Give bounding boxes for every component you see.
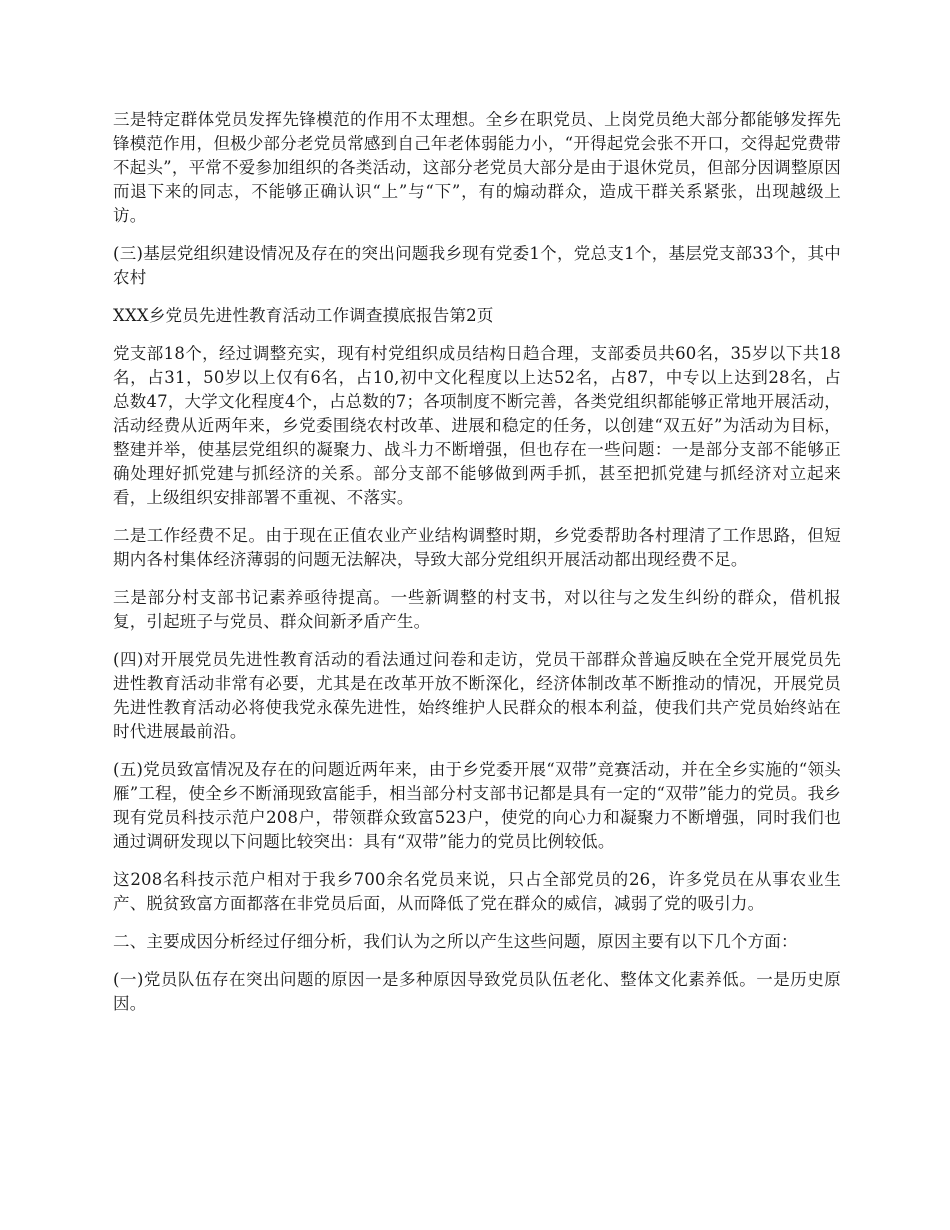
paragraph-demonstration-households: 这208名科技示范户相对于我乡700余名党员来说，只占全部党员的26，许多党员在从事农业生产、脱贫致富方面都落在非党员后面，从而降低了党在群众的威信，减弱了党的吸引力。 [113, 870, 841, 913]
paragraph-secretary-quality: 三是部分村支部书记素养亟待提高。一些新调整的村支书，对以往与之发生纠纷的群众，借机报复，引起班子与党员、群众间新矛盾产生。 [113, 588, 841, 631]
document-page [113, 108, 841, 1030]
paragraph-funding: 二是工作经费不足。由于现在正值农业产业结构调整时期，乡党委帮助各村理清了工作思路，但短期内各村集体经济薄弱的问题无法解决，导致大部分党组织开展活动都出现经费不足。 [113, 526, 841, 569]
paragraph-education-views: (四)对开展党员先进性教育活动的看法通过问卷和走访，党员干部群众普遍反映在全党开展党员先进性教育活动非常有必要，尤其是在改革开放不断深化，经济体制改革不断推动的情况，开展党员先进性教育活动必将使我党永葆先进性，始终维护人民群众的根本利益，使我们共产党员始终站在时代进展最前沿。 [113, 650, 841, 741]
paragraph-branch-structure: 党支部18个，经过调整充实，现有村党组织成员结构日趋合理，支部委员共60名，35岁以下共18名，占31，50岁以上仅有6名，占10,初中文化程度以上达52名，占87，中专以上达到28名，占总数47，大学文化程度4个，占总数的7；各项制度不断完善，各类党组织都能够正常地开展活动，活动经费从近两年来，乡党委围绕农村改革、进展和稳定的任务，以创建“双五好”为活动为目标，整建并举，使基层党组织的凝聚力、战斗力不断增强，但也存在一些问题：一是部分支部不能够正确处理好抓党建与抓经济的关系。部分支部不能够做到两手抓，甚至把抓党建与抓经济对立起来看，上级组织安排部署不重视、不落实。 [113, 344, 841, 507]
paragraph-cause-analysis: 二、主要成因分析经过仔细分析，我们认为之所以产生这些问题，原因主要有以下几个方面： [113, 932, 798, 951]
paragraph-elderly-members: 三是特定群体党员发挥先锋模范的作用不太理想。全乡在职党员、上岗党员绝大部分都能够发挥先锋模范作用，但极少部分老党员常感到自己年老体弱能力小，“开得起党会张不开口，交得起党费带不起头”，平常不爱参加组织的各类活动，这部分老党员大部分是由于退休党员，但部分因调整原因而退下来的同志，不能够正确认识“上”与“下”，有的煽动群众，造成干群关系紧张，出现越级上访。 [113, 110, 841, 225]
paragraph-team-problems: (一)党员队伍存在突出问题的原因一是多种原因导致党员队伍老化、整体文化素养低。一是历史原因。 [113, 970, 841, 1013]
page-header-title: XXX乡党员先进性教育活动工作调查摸底报告第2页 [113, 306, 494, 325]
paragraph-prosperity: (五)党员致富情况及存在的问题近两年来，由于乡党委开展“双带”竞赛活动，并在全乡实施的“领头雁”工程，使全乡不断涌现致富能手，相当部分村支部书记都是具有一定的“双带”能力的党员。我乡现有党员科技示范户208户，带领群众致富523户，使党的向心力和凝聚力不断增强，同时我们也通过调研发现以下问题比较突出：具有“双带”能力的党员比例较低。 [113, 760, 841, 851]
paragraph-party-organization: (三)基层党组织建设情况及存在的突出问题我乡现有党委1个，党总支1个，基层党支部33个，其中农村 [113, 244, 841, 287]
